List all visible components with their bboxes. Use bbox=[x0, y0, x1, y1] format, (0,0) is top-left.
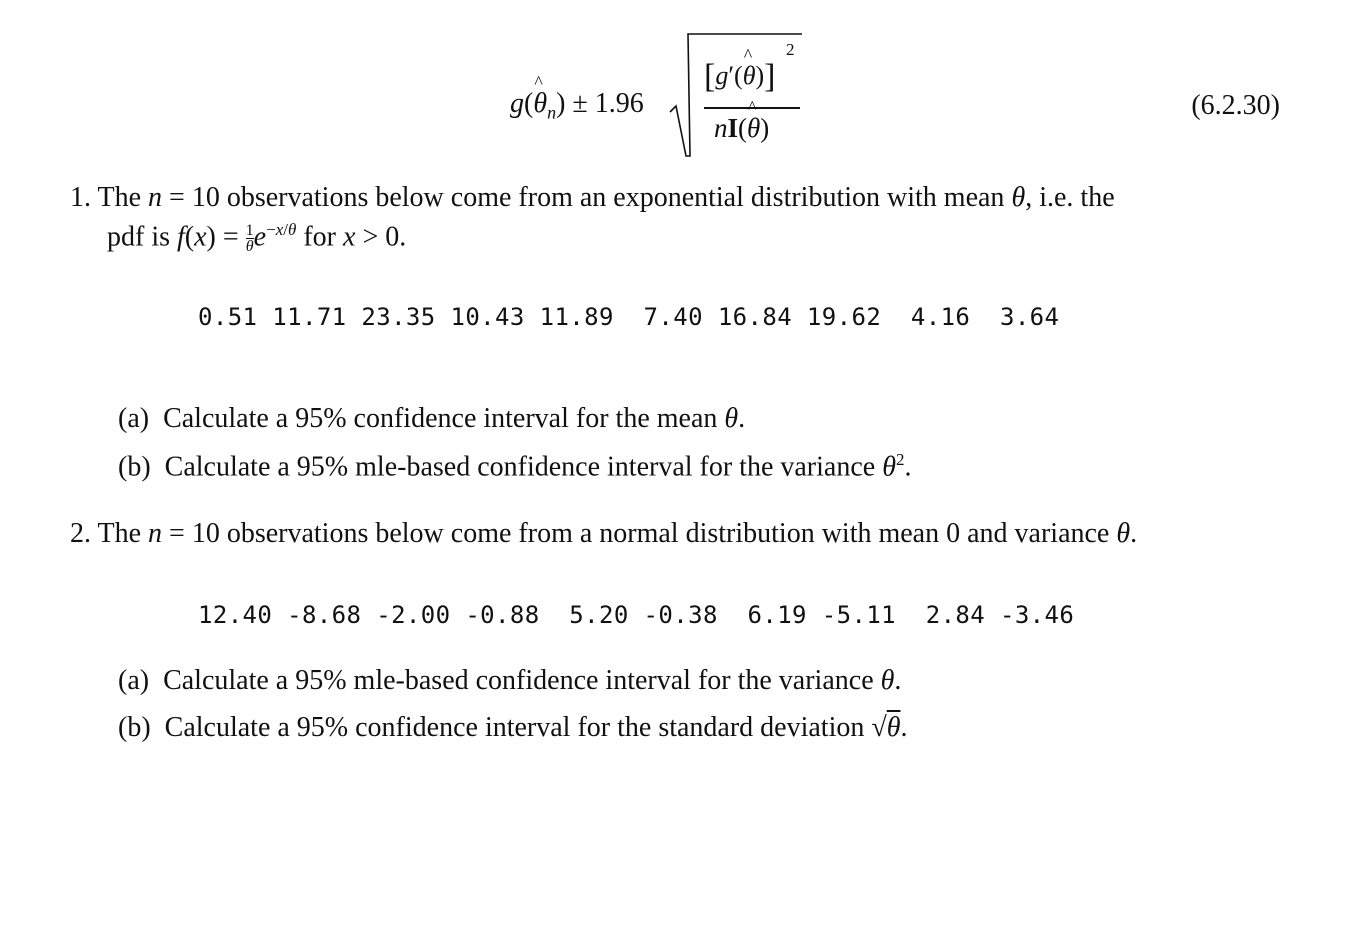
problem-2-observations bbox=[198, 601, 1074, 629]
problem-1-observations bbox=[198, 303, 1059, 331]
equation-power: 2 bbox=[786, 40, 795, 59]
obs-value: 11.89 bbox=[539, 303, 614, 331]
obs-value: -2.00 bbox=[376, 601, 451, 629]
obs-value: -0.88 bbox=[465, 601, 540, 629]
problem-1-part-a: (a) Calculate a 95% confidence interval for the mean θ. bbox=[118, 403, 746, 434]
obs-value: 10.43 bbox=[450, 303, 525, 331]
problem-1-number: 1. bbox=[70, 182, 91, 213]
obs-value: 7.40 bbox=[643, 303, 703, 331]
obs-value: 0.51 bbox=[198, 303, 258, 331]
obs-value: 3.64 bbox=[999, 303, 1060, 331]
problem-2-line-1: 2. The n = 10 observations below come from a normal distribution with mean 0 and variance θ. bbox=[70, 518, 1138, 549]
display-equation bbox=[0, 0, 1366, 170]
problem-2-number: 2. bbox=[70, 518, 91, 549]
obs-value: 11.71 bbox=[272, 303, 347, 331]
obs-value: 6.19 bbox=[747, 601, 807, 629]
part-label: (a) bbox=[118, 665, 150, 696]
problem-1-part-b: (b) Calculate a 95% mle-based confidence interval for the variance $\theta^2$. bbox=[118, 450, 912, 483]
part-label: (b) bbox=[118, 712, 151, 743]
problem-2-part-a: (a) Calculate a 95% mle-based confidence interval for the variance θ. bbox=[118, 665, 902, 696]
obs-value: 4.16 bbox=[910, 303, 971, 331]
problem-1-line-1: 1. The n = 10 observations below come from an exponential distribution with mean θ, i.e. the bbox=[70, 182, 1115, 213]
equation-denominator: nI(^ θ) bbox=[714, 113, 769, 144]
equation-number: (6.2.30) bbox=[1191, 90, 1280, 121]
obs-value: -5.11 bbox=[821, 601, 897, 629]
problem-1-line-2: pdf is f(x) = $\frac{1}{\theta}$ $e^{-x/\theta}$ for x > 0. bbox=[107, 220, 407, 256]
equation-numerator: [g′(^ θ)] bbox=[704, 58, 775, 96]
obs-value: 19.62 bbox=[806, 303, 882, 331]
part-label: (a) bbox=[118, 403, 150, 434]
equation-lhs: g(^ $\theta_n) \pm 1.96$ bbox=[510, 88, 644, 124]
obs-value: -0.38 bbox=[643, 601, 718, 629]
obs-value: 23.35 bbox=[361, 303, 436, 331]
problem-2-part-b: (b) Calculate a 95% confidence interval for the standard deviation √θ. bbox=[118, 712, 908, 743]
obs-value: 2.84 bbox=[925, 601, 986, 629]
obs-value: 12.40 bbox=[198, 601, 273, 629]
obs-value: -3.46 bbox=[999, 601, 1075, 629]
obs-value: 5.20 bbox=[569, 601, 629, 629]
obs-value: 16.84 bbox=[717, 303, 793, 331]
part-label: (b) bbox=[118, 451, 151, 483]
obs-value: -8.68 bbox=[287, 601, 362, 629]
